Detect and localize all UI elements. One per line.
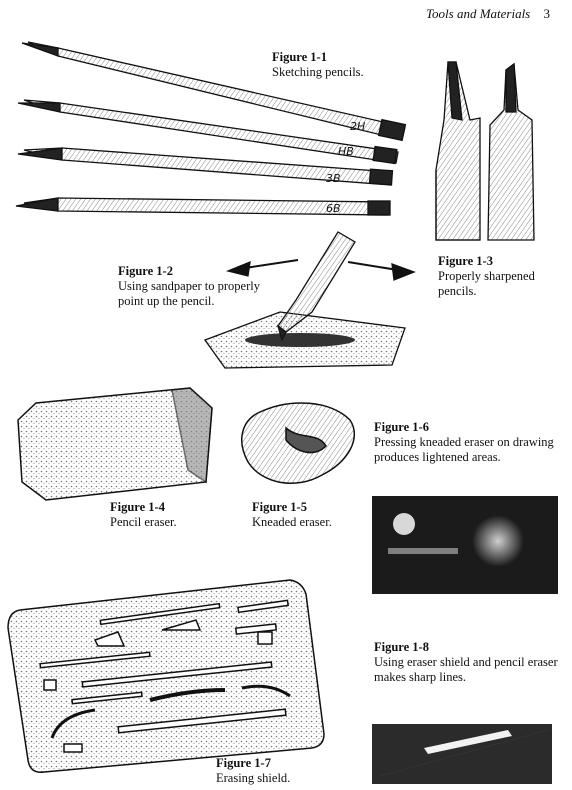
grade-label: HB	[338, 145, 354, 158]
pencil-eraser	[18, 388, 212, 500]
figure-caption: Figure 1-8 Using eraser shield and pencil eraser makes sharp lines.	[374, 640, 558, 684]
grade-label: 3B	[326, 172, 341, 185]
figure-caption: Figure 1-7 Erasing shield.	[216, 756, 291, 785]
page-number: 3	[543, 6, 550, 21]
kneaded-eraser-drawing	[372, 496, 558, 594]
figure-caption: Figure 1-1 Sketching pencils.	[272, 50, 364, 79]
figure-caption: Figure 1-5 Kneaded eraser.	[252, 500, 332, 529]
grade-label: 6B	[326, 202, 341, 215]
grade-label: 2H	[350, 120, 366, 133]
section-title: Tools and Materials	[425, 6, 531, 21]
kneaded-eraser	[242, 403, 355, 483]
shield-eraser-drawing	[372, 724, 552, 784]
sharpened-pencils	[436, 62, 534, 240]
figure-caption: Figure 1-6 Pressing kneaded eraser on drawing produces lightened areas.	[374, 420, 554, 464]
figure-caption: Figure 1-3 Properly sharpened pencils.	[438, 254, 535, 298]
erasing-shield	[8, 580, 324, 772]
figure-caption: Figure 1-4 Pencil eraser.	[110, 500, 177, 529]
figure-caption: Figure 1-2 Using sandpaper to properly point up the pencil.	[118, 264, 260, 308]
